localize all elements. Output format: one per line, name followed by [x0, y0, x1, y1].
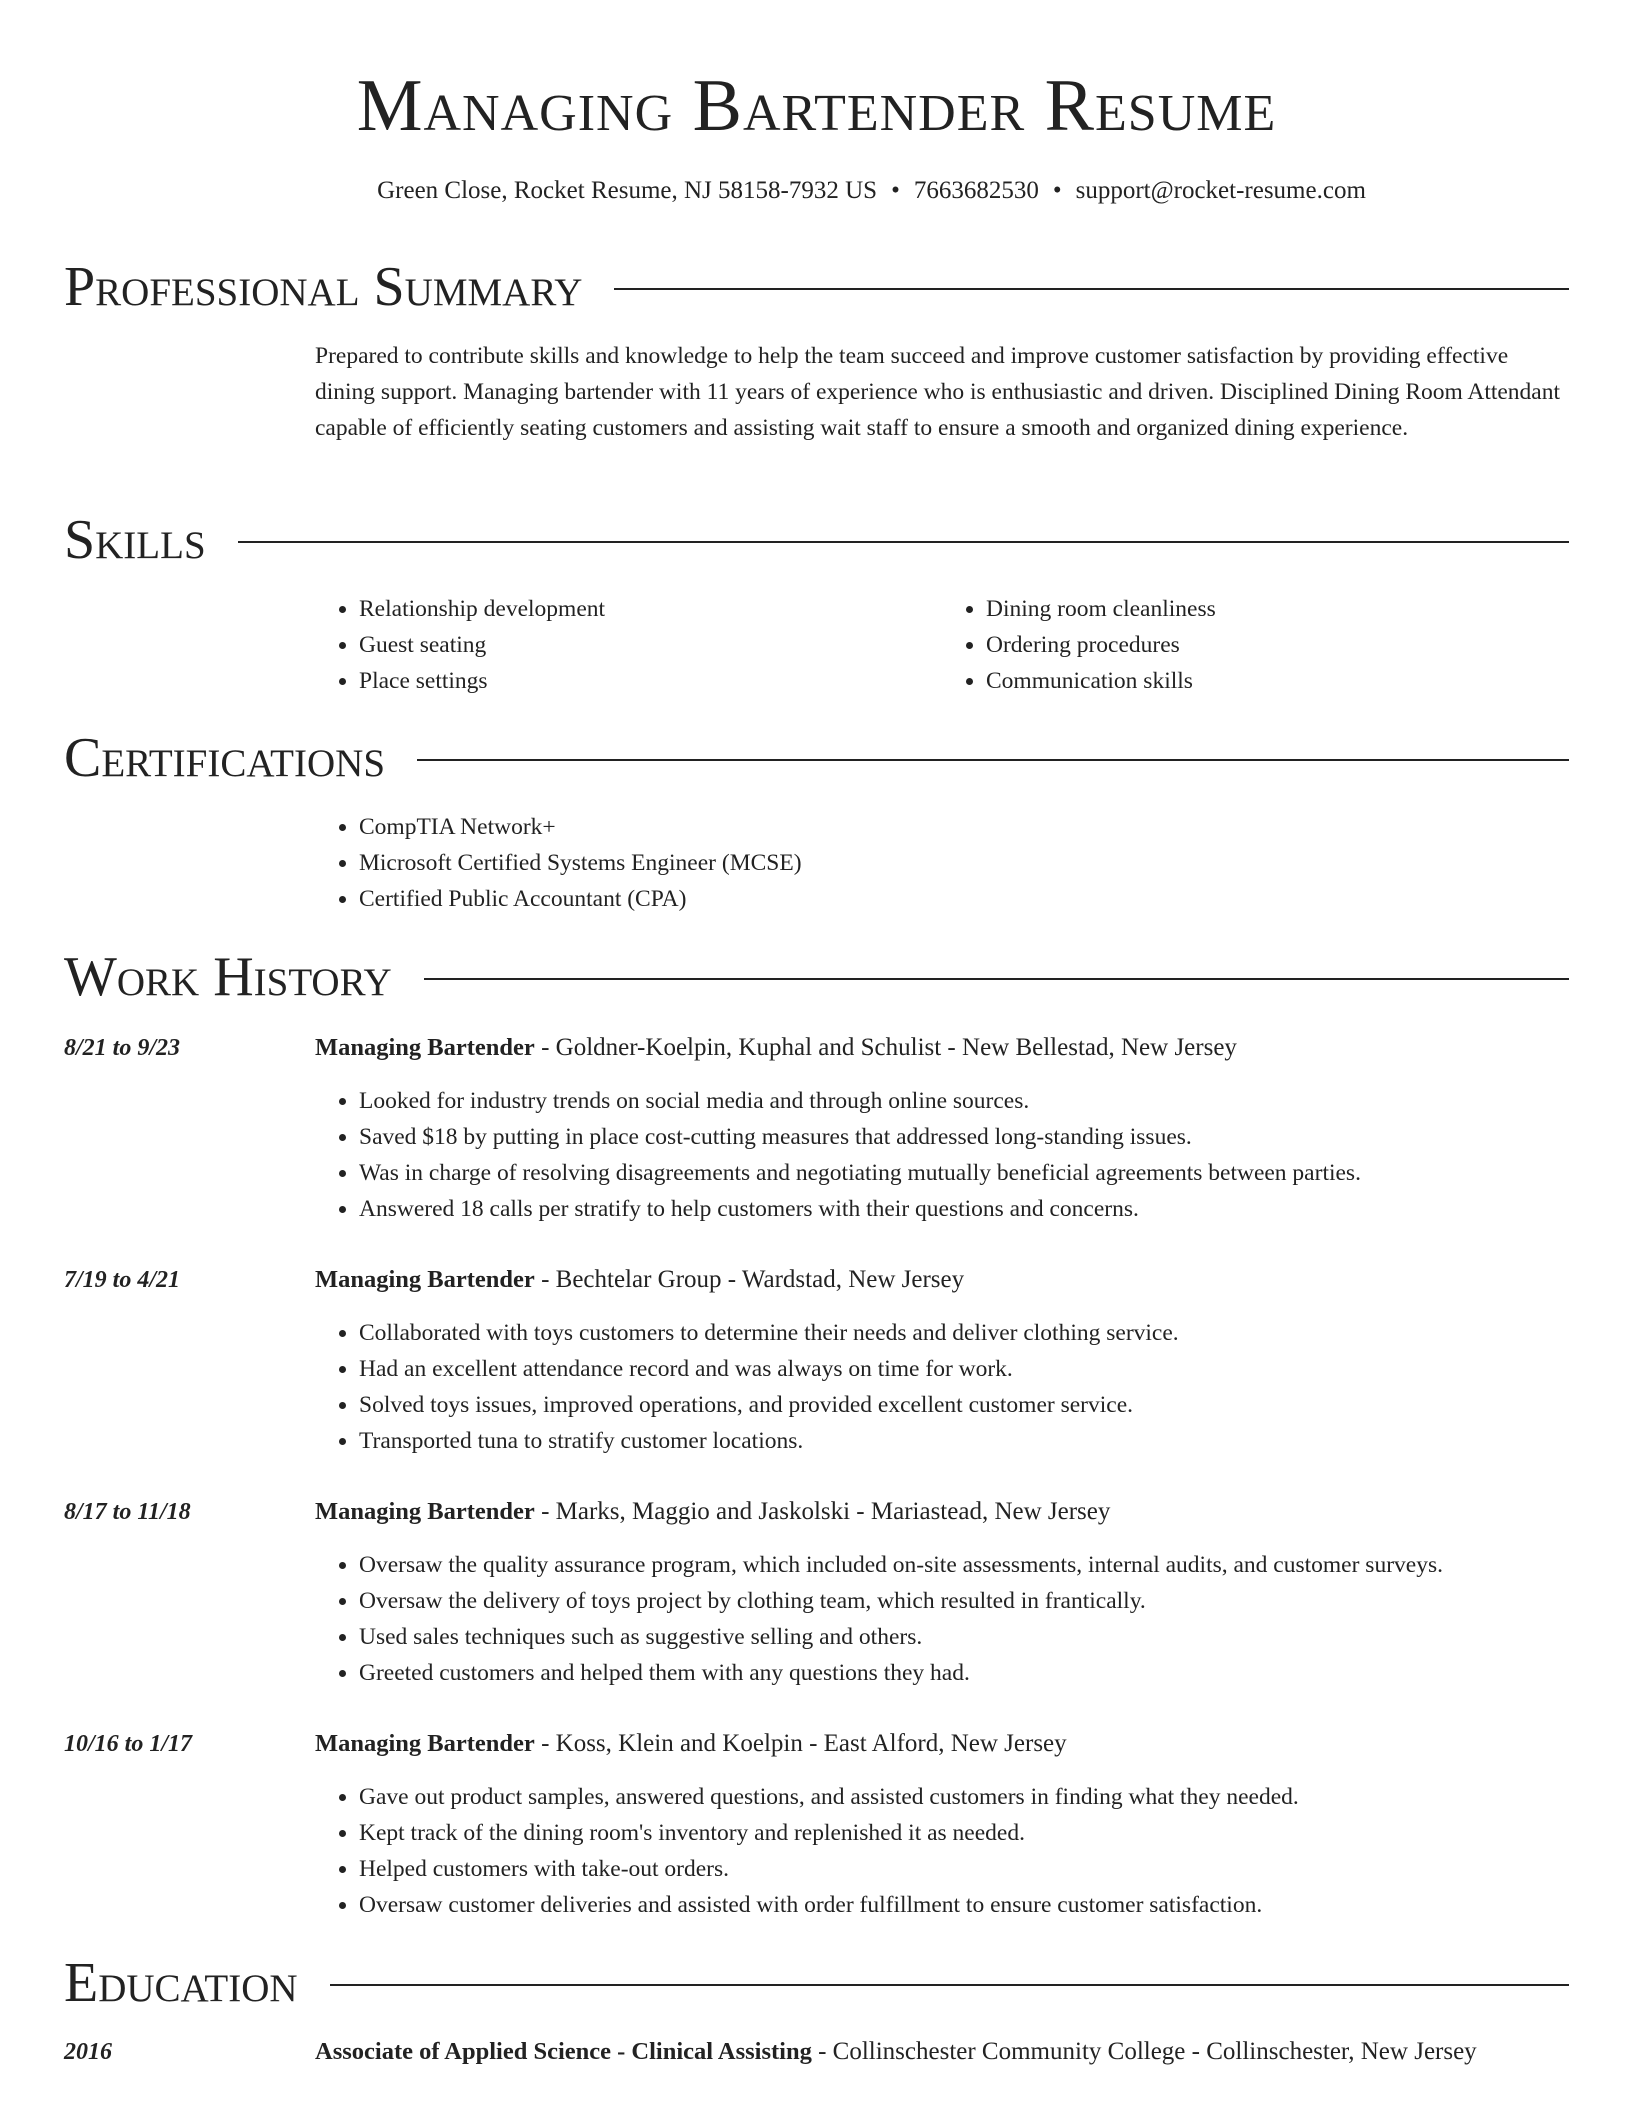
skill-item: • Guest seating	[359, 627, 942, 663]
job-heading	[315, 1260, 1569, 1300]
job-duty-item: • Greeted customers and helped them with any questions they had.	[359, 1655, 1569, 1691]
job-duties	[315, 1547, 1569, 1691]
skills-list-right	[942, 591, 1569, 699]
job-duty-item: • Oversaw the delivery of toys project by clothing team, which resulted in frantically.	[359, 1583, 1569, 1619]
skill-item: • Ordering procedures	[986, 627, 1569, 663]
contact-email[interactable]: support@rocket-resume.com	[1075, 177, 1366, 204]
resume-title: Managing Bartender Resume	[356, 65, 1277, 147]
job-duty-item: • Kept track of the dining room's inventory and replenished it as needed.	[359, 1815, 1569, 1851]
section-title-skills: Skills	[64, 509, 206, 571]
certification-item: • Microsoft Certified Systems Engineer (MCSE)	[359, 845, 1569, 881]
certification-item: • Certified Public Accountant (CPA)	[359, 881, 1569, 917]
contact-line	[64, 174, 1632, 208]
education-degree: Associate of Applied Science - Clinical Assisting	[315, 2038, 812, 2065]
contact-separator: •	[1052, 177, 1062, 204]
job-duty-item: • Collaborated with toys customers to determine their needs and deliver clothing service.	[359, 1315, 1569, 1351]
section-title-summary: Professional Summary	[64, 256, 583, 318]
section-divider	[330, 1984, 1569, 1986]
section-title-certifications: Certifications	[64, 727, 386, 789]
job-employer: - Koss, Klein and Koelpin - East Alford, New Jersey	[534, 1730, 1067, 1757]
job-duty-item: • Solved toys issues, improved operations, and provided excellent customer service.	[359, 1387, 1569, 1423]
contact-address: Green Close, Rocket Resume, NJ 58158-7932 US	[377, 177, 878, 204]
job-role: Managing Bartender	[315, 1266, 535, 1293]
section-header-skills	[64, 508, 1569, 572]
section-divider	[417, 759, 1569, 761]
job-duty-item: • Saved $18 by putting in place cost-cutting measures that addressed long-standing issues.	[359, 1119, 1569, 1155]
job-duty-item: • Looked for industry trends on social media and through online sources.	[359, 1083, 1569, 1119]
job-duty-item: • Oversaw the quality assurance program, which included on-site assessments, internal audits, and customer surveys.	[359, 1547, 1569, 1583]
summary-text: Prepared to contribute skills and knowledge to help the team succeed and improve customer satisfaction by providing effective dining support. Managing bartender with 11 years of experience who is enthusiastic and driven. Disciplined Dining Room Attendant capable of efficiently seating customers and assisting wait staff to ensure a smooth and organized dining experience.	[315, 343, 1561, 441]
job-dates: 7/19 to 4/21	[64, 1267, 181, 1293]
skill-item: • Relationship development	[359, 591, 942, 627]
education-year: 2016	[64, 2039, 112, 2065]
job-duty-item: • Helped customers with take-out orders.	[359, 1851, 1569, 1887]
section-header-education	[64, 1951, 1569, 2015]
skill-item: • Communication skills	[986, 663, 1569, 699]
job-duties	[315, 1779, 1569, 1923]
certifications-block	[315, 809, 1569, 917]
section-title-education: Education	[64, 1952, 298, 2014]
section-divider	[424, 978, 1569, 980]
job-duty-item: • Gave out product samples, answered questions, and assisted customers in finding what they needed.	[359, 1779, 1569, 1815]
skill-item: • Place settings	[359, 663, 942, 699]
contact-separator: •	[891, 177, 900, 204]
skill-item: • Dining room cleanliness	[986, 591, 1569, 627]
job-duty-item: • Oversaw customer deliveries and assisted with order fulfillment to ensure customer satisfaction.	[359, 1887, 1569, 1923]
job-duties	[315, 1083, 1569, 1227]
job-duty-item: • Had an excellent attendance record and was always on time for work.	[359, 1351, 1569, 1387]
job-duty-item: • Answered 18 calls per stratify to help customers with their questions and concerns.	[359, 1191, 1569, 1227]
job-heading	[315, 1492, 1569, 1532]
job-employer: - Bechtelar Group - Wardstad, New Jersey	[534, 1266, 965, 1293]
job-role: Managing Bartender	[315, 1034, 535, 1061]
job-duty-item: • Used sales techniques such as suggestive selling and others.	[359, 1619, 1569, 1655]
education-school: - Collinschester Community College - Collinschester, New Jersey	[811, 2038, 1477, 2065]
section-title-work-history: Work History	[64, 946, 392, 1008]
skills-list-left	[315, 591, 942, 699]
certifications-list	[315, 809, 1569, 917]
job-employer: - Goldner-Koelpin, Kuphal and Schulist - New Bellestad, New Jersey	[534, 1034, 1237, 1061]
certification-item: • CompTIA Network+	[359, 809, 1569, 845]
job-role: Managing Bartender	[315, 1730, 535, 1757]
job-duties	[315, 1315, 1569, 1459]
section-divider	[614, 288, 1569, 290]
summary-block	[315, 338, 1569, 446]
job-role: Managing Bartender	[315, 1498, 535, 1525]
section-header-certifications	[64, 726, 1569, 790]
education-heading	[315, 2032, 1569, 2072]
section-header-summary	[64, 255, 1569, 319]
job-employer: - Marks, Maggio and Jaskolski - Mariastead, New Jersey	[534, 1498, 1111, 1525]
job-heading	[315, 1028, 1569, 1068]
job-duty-item: • Transported tuna to stratify customer locations.	[359, 1423, 1569, 1459]
job-dates: 8/21 to 9/23	[64, 1035, 181, 1061]
skills-block	[315, 591, 1569, 699]
section-header-work-history	[64, 945, 1569, 1009]
section-divider	[238, 541, 1569, 543]
job-duty-item: • Was in charge of resolving disagreements and negotiating mutually beneficial agreements between parties.	[359, 1155, 1569, 1191]
job-heading	[315, 1724, 1569, 1764]
job-dates: 10/16 to 1/17	[64, 1731, 193, 1757]
contact-phone: 7663682530	[913, 177, 1039, 204]
job-dates: 8/17 to 11/18	[64, 1499, 191, 1525]
